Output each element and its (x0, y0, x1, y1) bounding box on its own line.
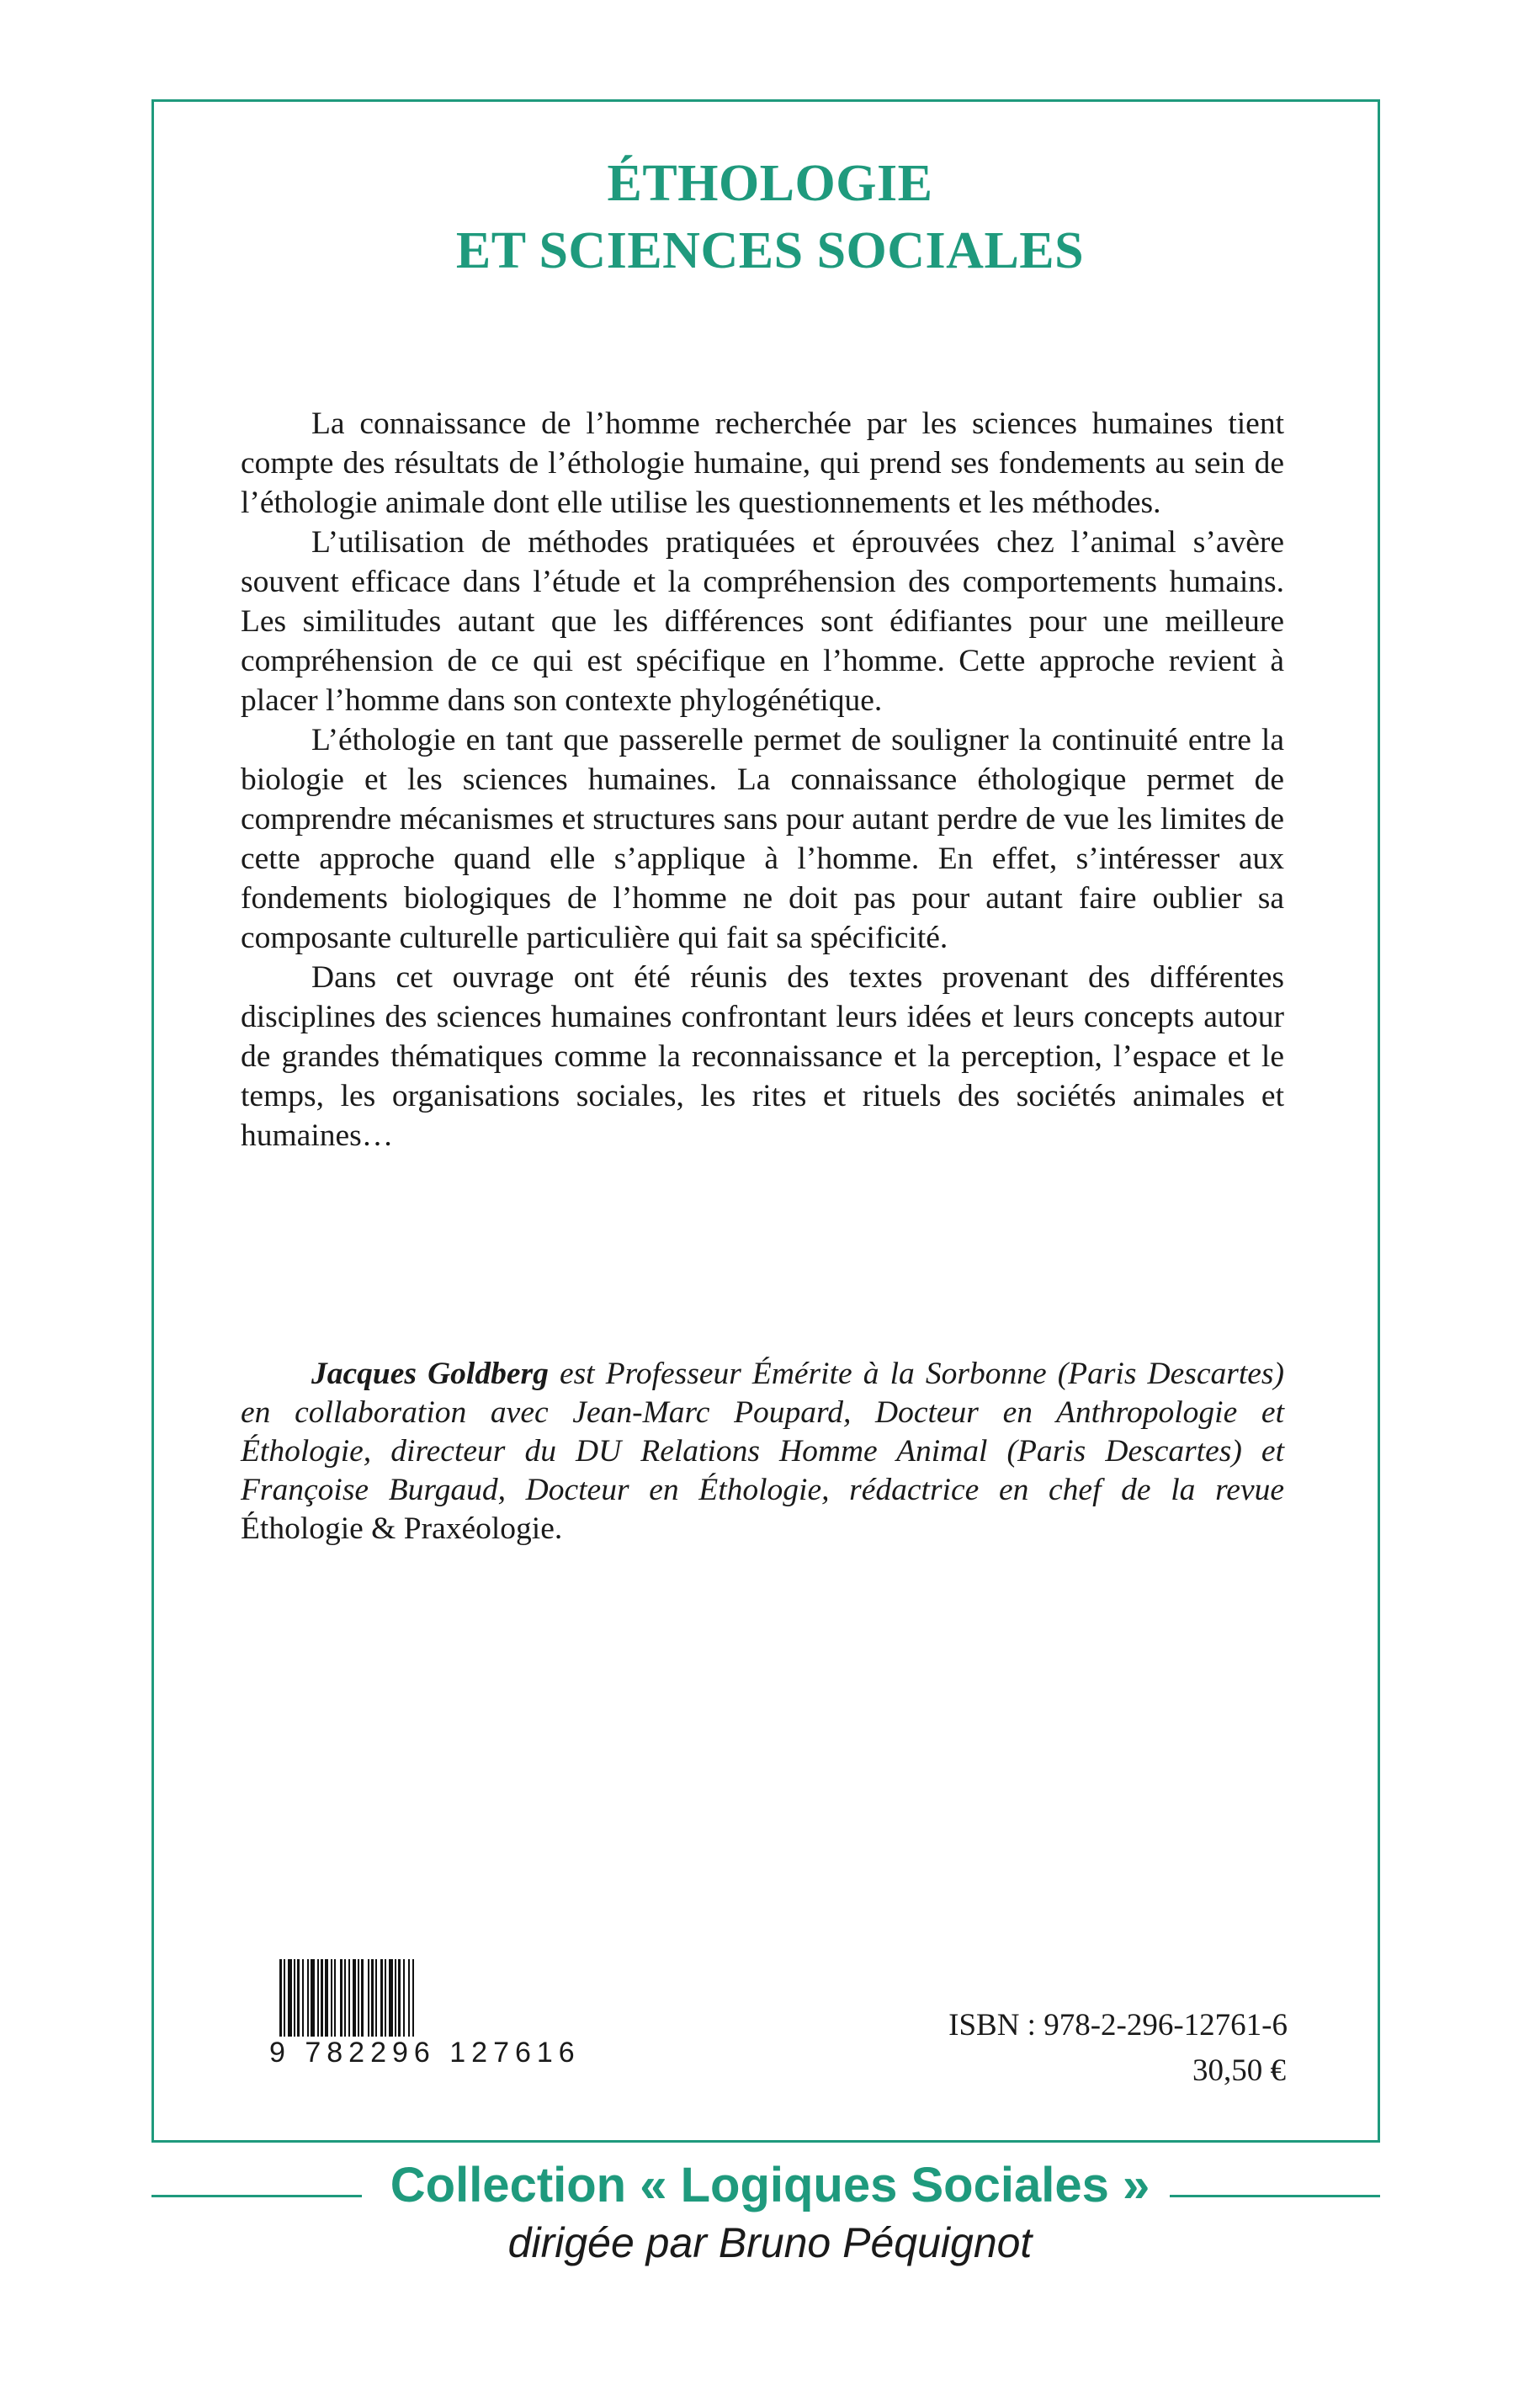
book-title-line-2: ET SCIENCES SOCIALES (455, 222, 1085, 279)
collection-director: dirigée par Bruno Péquignot (507, 2219, 1033, 2266)
summary-paragraph-2: L’utilisation de méthodes pratiquées et éprouvées chez l’animal s’avère souvent efficace dans l’étude et la compréhension des comportements humains. Les similitudes autant que les différences sont édifiantes pour une meilleure compréhension de ce qui est spécifique en l’homme. Cette approche revient à placer l’homme dans son contexte phylogénétique. (241, 525, 1284, 718)
price: 30,50 € (1192, 2053, 1286, 2088)
author-bio (241, 1355, 1284, 1548)
collection-title: Collection « Logiques Sociales » (390, 2158, 1150, 2212)
author-name: Jacques Goldberg (311, 1357, 549, 1391)
summary-text (241, 404, 1284, 1155)
summary-paragraph-4: Dans cet ouvrage ont été réunis des textes provenant des différentes disciplines des sciences humaines confrontant leurs idées et leurs concepts autour de grandes thématiques comme la reconnaissance et la perception, l’espace et le temps, les organisations sociales, les rites et rituels des sociétés animales et humaines… (241, 960, 1284, 1153)
book-title-line-1: ÉTHOLOGIE (607, 155, 933, 212)
isbn: ISBN : 978-2-296-12761-6 (948, 2008, 1288, 2042)
author-bio-text: est Professeur Émérite à la Sorbonne (Paris Descartes) en collaboration avec Jean-Marc Poupard, Docteur en Anthropologie et Éthologie, directeur du DU Relations Homme Animal (Paris Descartes) et Françoise Burgaud, Docteur en Éthologie, rédactrice en chef de la revue (241, 1357, 1284, 1507)
barcode-icon (276, 1959, 589, 2106)
barcode-digits: 9 782296 127616 (269, 2037, 581, 2069)
summary-paragraph-1: La connaissance de l’homme recherchée par les sciences humaines tient compte des résultats de l’éthologie humaine, qui prend ses fondements au sein de l’éthologie animale dont elle utilise les questionnements et les méthodes. (241, 406, 1284, 520)
summary-paragraph-3: L’éthologie en tant que passerelle permet de souligner la continuité entre la biologie et les sciences humaines. La connaissance éthologique permet de comprendre mécanismes et structures sans pour autant perdre de vue les limites de cette approche quand elle s’applique à l’homme. En effet, s’intéresser aux fondements biologiques de l’homme ne doit pas pour autant faire oublier sa composante culturelle particulière qui fait sa spécificité. (241, 723, 1284, 955)
journal-title: Éthologie & Praxéologie. (241, 1511, 563, 1546)
